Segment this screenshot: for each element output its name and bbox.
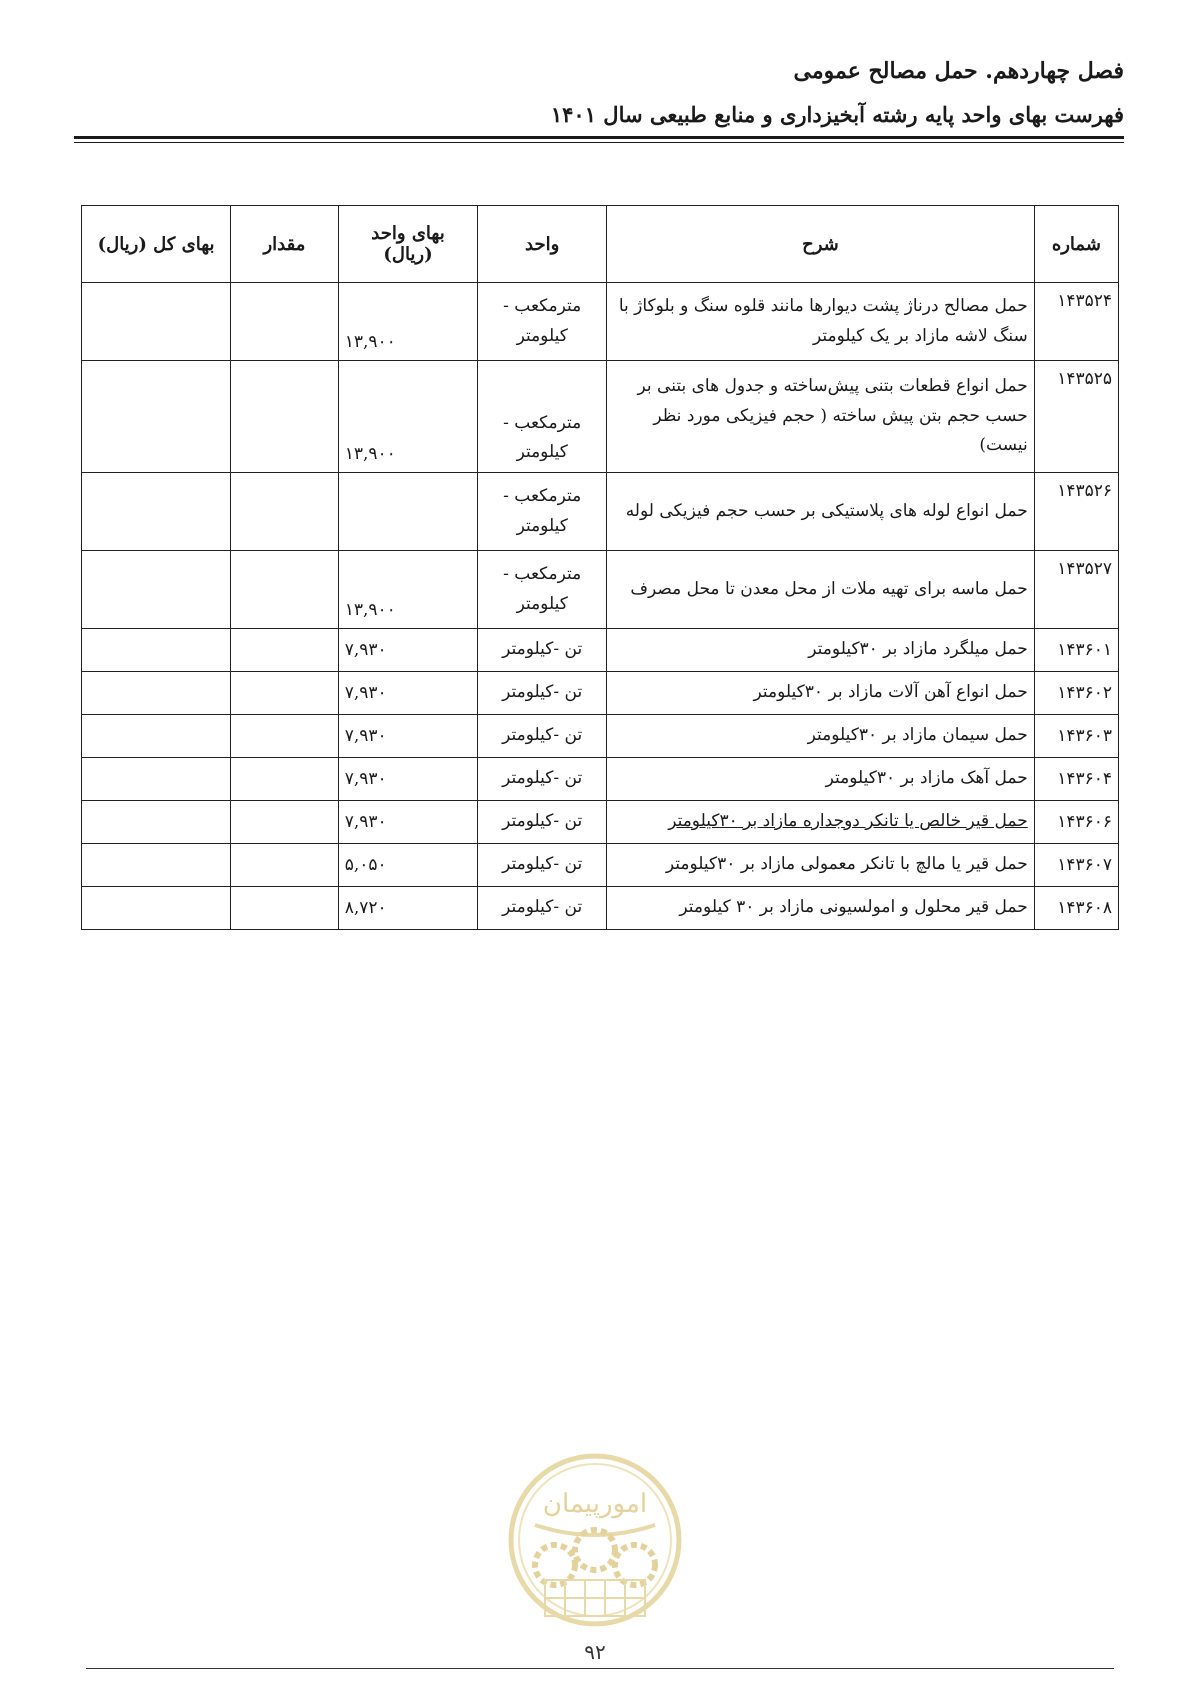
row-unit-price: ۱۳,۹۰۰ (338, 551, 478, 629)
row-code: ۱۴۳۶۰۱ (1034, 629, 1118, 672)
table-row (82, 887, 1119, 930)
header-unit-price: بهای واحد (ریال) (338, 206, 478, 283)
row-quantity (231, 283, 339, 361)
price-table (81, 205, 1119, 930)
row-unit: تن -کیلومتر (478, 715, 607, 758)
header-quantity: مقدار (231, 206, 339, 283)
table-row (82, 801, 1119, 844)
chapter-title: فصل چهاردهم. حمل مصالح عمومی (793, 58, 1124, 84)
row-code: ۱۴۳۵۲۷ (1034, 551, 1118, 629)
row-unit: تن -کیلومتر (478, 801, 607, 844)
row-description: حمل انواع قطعات بتنی پیش‌ساخته و جدول های بتنی بر حسب حجم بتن پیش ساخته ( حجم فیزیکی مورد نظر نیست) (607, 361, 1035, 473)
row-quantity (231, 801, 339, 844)
row-total (82, 758, 231, 801)
row-code: ۱۴۳۶۰۴ (1034, 758, 1118, 801)
header-rule-thick (74, 136, 1124, 139)
row-unit: تن -کیلومتر (478, 629, 607, 672)
row-unit-price: ۷,۹۳۰ (338, 629, 478, 672)
row-total (82, 801, 231, 844)
table-row (82, 758, 1119, 801)
row-description: حمل ماسه برای تهیه ملات از محل معدن تا محل مصرف (607, 551, 1035, 629)
row-total (82, 844, 231, 887)
row-description: حمل قیر محلول و امولسیونی مازاد بر ۳۰ کیلومتر (607, 887, 1035, 930)
row-total (82, 672, 231, 715)
row-unit: تن -کیلومتر (478, 844, 607, 887)
table-header-row (82, 206, 1119, 283)
table-row (82, 283, 1119, 361)
header-unit: واحد (478, 206, 607, 283)
table-row (82, 361, 1119, 473)
row-code: ۱۴۳۵۲۶ (1034, 473, 1118, 551)
row-unit: تن -کیلومتر (478, 758, 607, 801)
row-description: حمل انواع آهن آلات مازاد بر ۳۰کیلومتر (607, 672, 1035, 715)
row-total (82, 473, 231, 551)
row-description-text: حمل قیر خالص یا تانکر دوجداره مازاد بر ۳۰کیلومتر (668, 811, 1028, 832)
row-total (82, 361, 231, 473)
row-description: حمل مصالح درناژ پشت دیوارها مانند قلوه سنگ و بلوکاژ با سنگ لاشه مازاد بر یک کیلومتر (607, 283, 1035, 361)
row-unit-price: ۷,۹۳۰ (338, 672, 478, 715)
row-unit-price: ۷,۹۳۰ (338, 801, 478, 844)
row-code: ۱۴۳۶۰۷ (1034, 844, 1118, 887)
row-quantity (231, 672, 339, 715)
row-quantity (231, 551, 339, 629)
row-quantity (231, 361, 339, 473)
row-unit-price: ۷,۹۳۰ (338, 758, 478, 801)
row-unit: مترمکعب - کیلومتر (478, 361, 607, 473)
list-title: فهرست بهای واحد پایه رشته آبخیزداری و منابع طبیعی سال ۱۴۰۱ (550, 102, 1124, 127)
row-description: حمل قیر یا مالچ با تانکر معمولی مازاد بر ۳۰کیلومتر (607, 844, 1035, 887)
row-code: ۱۴۳۵۲۴ (1034, 283, 1118, 361)
row-quantity (231, 844, 339, 887)
row-unit-price: ۱۳,۹۰۰ (338, 283, 478, 361)
table-row (82, 629, 1119, 672)
row-description: حمل سیمان مازاد بر ۳۰کیلومتر (607, 715, 1035, 758)
row-unit-price: ۷,۹۳۰ (338, 715, 478, 758)
row-unit: تن -کیلومتر (478, 887, 607, 930)
row-unit-price: ۵,۰۵۰ (338, 844, 478, 887)
row-description: حمل آهک مازاد بر ۳۰کیلومتر (607, 758, 1035, 801)
row-total (82, 283, 231, 361)
row-total (82, 887, 231, 930)
table-row (82, 672, 1119, 715)
header-description: شرح (607, 206, 1035, 283)
header-code: شماره (1034, 206, 1118, 283)
footer-rule (86, 1668, 1114, 1669)
row-quantity (231, 715, 339, 758)
row-unit: مترمکعب - کیلومتر (478, 473, 607, 551)
table-row (82, 473, 1119, 551)
table-row (82, 551, 1119, 629)
row-description: حمل انواع لوله های پلاستیکی بر حسب حجم فیزیکی لوله (607, 473, 1035, 551)
watermark-text: امورپیمان (542, 1489, 648, 1519)
row-quantity (231, 758, 339, 801)
row-unit-price: ۸,۷۲۰ (338, 887, 478, 930)
row-code: ۱۴۳۶۰۸ (1034, 887, 1118, 930)
row-total (82, 629, 231, 672)
header-rule-thin (74, 142, 1124, 143)
row-description (607, 801, 1035, 844)
row-unit-price (338, 473, 478, 551)
row-code: ۱۴۳۶۰۶ (1034, 801, 1118, 844)
row-unit: تن -کیلومتر (478, 672, 607, 715)
row-description: حمل میلگرد مازاد بر ۳۰کیلومتر (607, 629, 1035, 672)
row-code: ۱۴۳۶۰۳ (1034, 715, 1118, 758)
row-code: ۱۴۳۵۲۵ (1034, 361, 1118, 473)
watermark-logo (505, 1450, 685, 1630)
header-total: بهای کل (ریال) (82, 206, 231, 283)
row-unit-price: ۱۳,۹۰۰ (338, 361, 478, 473)
row-quantity (231, 887, 339, 930)
row-quantity (231, 629, 339, 672)
page-number: ۹۲ (584, 1640, 606, 1664)
row-unit: مترمکعب - کیلومتر (478, 551, 607, 629)
row-unit: مترمکعب - کیلومتر (478, 283, 607, 361)
table-row (82, 844, 1119, 887)
table-row (82, 715, 1119, 758)
row-total (82, 715, 231, 758)
row-code: ۱۴۳۶۰۲ (1034, 672, 1118, 715)
row-quantity (231, 473, 339, 551)
row-total (82, 551, 231, 629)
